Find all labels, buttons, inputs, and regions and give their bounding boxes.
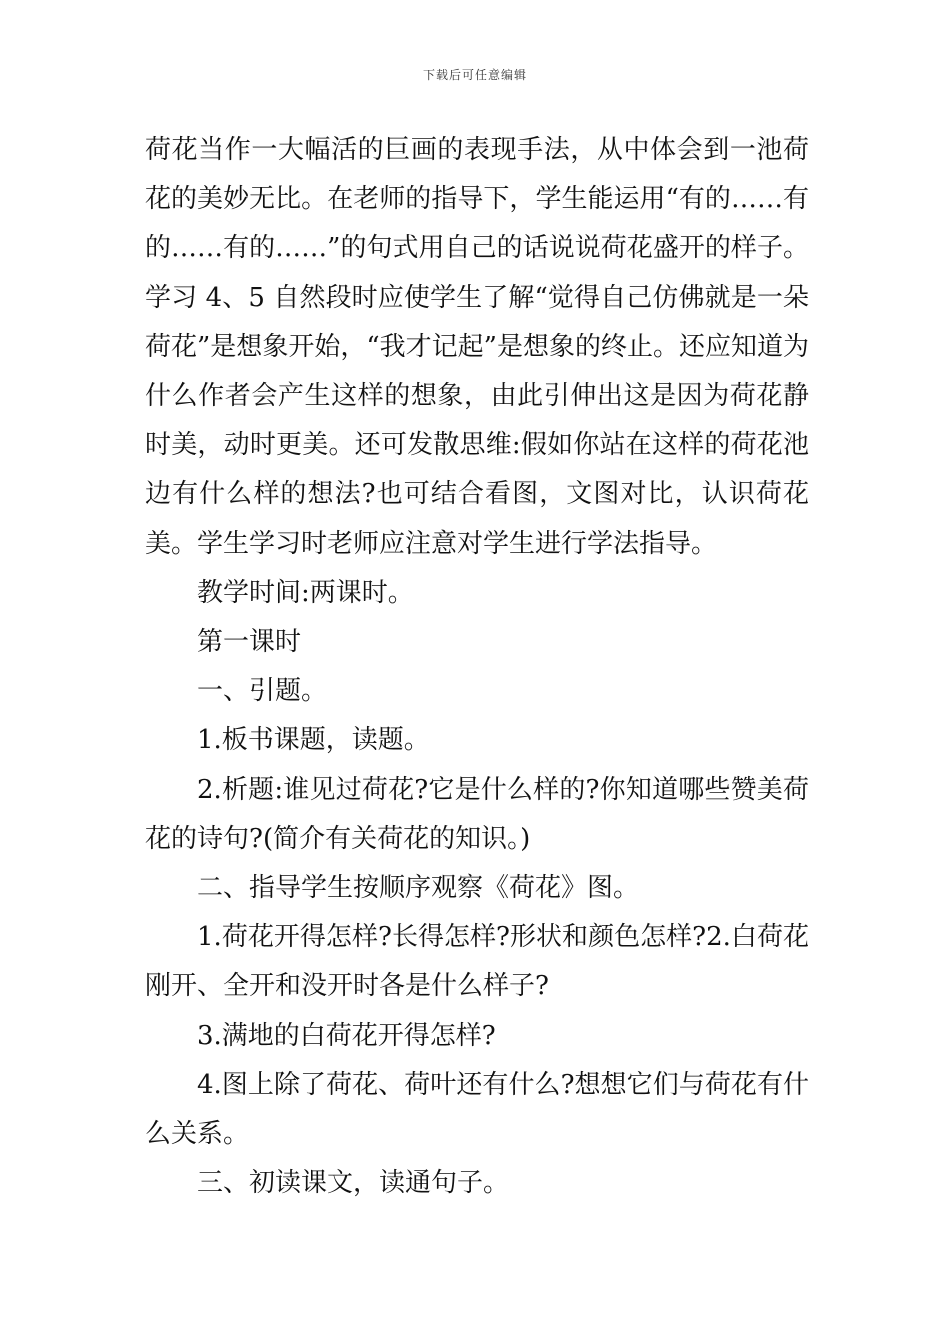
step-heading-introduction: 一、引题。 [197,676,328,707]
list-item: 3.满地的白荷花开得怎样? [197,1020,496,1051]
list-item: 4.图上除了荷花、荷叶还有什么?想想它们与荷花有什么关系。 [145,1069,809,1150]
section-heading-first-lesson: 第一课时 [197,627,302,658]
document-body [145,126,809,1208]
list-item: 1.板书课题，读题。 [197,725,430,756]
step-heading-observe-picture: 二、指导学生按顺序观察《荷花》图。 [197,873,640,904]
step-heading-first-reading: 三、初读课文，读通句子。 [197,1168,510,1199]
paragraph-continuation: 荷花当作一大幅活的巨画的表现手法，从中体会到一池荷花的美妙无比。在老师的指导下，学生能运用“有的……有的……有的……”的句式用自己的话说说荷花盛开的样子。学习 4、5 自然段时应使学生了解“觉得自己仿佛就是一朵荷花”是想象开始，“我才记起”是想象的终止。还应知道为什么作者会产生这样的想象，由此引伸出这是因为荷花静时美，动时更美。还可发散思维:假如你站在这样的荷花池边有什么样的想法?也可结合看图，文图对比，认识荷花美。学生学习时老师应注意对学生进行学法指导。 [145,135,809,559]
page-header: 下载后可任意编辑 [422,68,527,82]
paragraph-teaching-time: 教学时间:两课时。 [197,577,414,608]
list-item: 2.析题:谁见过荷花?它是什么样的?你知道哪些赞美荷花的诗句?(简介有关荷花的知识。) [145,774,809,854]
list-item: 1.荷花开得怎样?长得怎样?形状和颜色怎样?2.白荷花刚开、全开和没开时各是什么样子? [145,922,809,1002]
